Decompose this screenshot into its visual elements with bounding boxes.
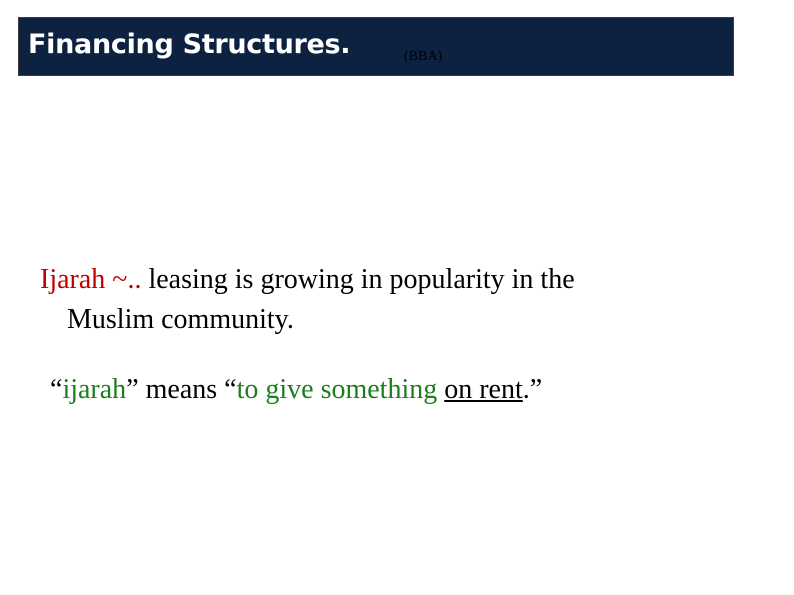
paragraph-continuation: Muslim community. [67, 304, 294, 335]
on-rent-text: on rent [444, 374, 523, 405]
term-ijarah: Ijarah [40, 264, 106, 295]
slide-title: Financing Structures. [28, 29, 351, 60]
definition-text: to give something [236, 374, 438, 405]
paragraph-ijarah-meaning [50, 374, 542, 406]
closing-quote: .” [522, 374, 543, 405]
title-bar [18, 17, 734, 76]
term-separator: ~.. [105, 264, 142, 295]
paragraph-ijarah-leasing [40, 264, 575, 296]
means-text: ” means “ [126, 374, 237, 405]
open-quote: “ [50, 374, 63, 405]
word-ijarah: ijarah [62, 374, 127, 405]
line1-text: leasing is growing in popularity in the [141, 264, 575, 295]
slide-subtitle: (BBA) [404, 49, 443, 64]
